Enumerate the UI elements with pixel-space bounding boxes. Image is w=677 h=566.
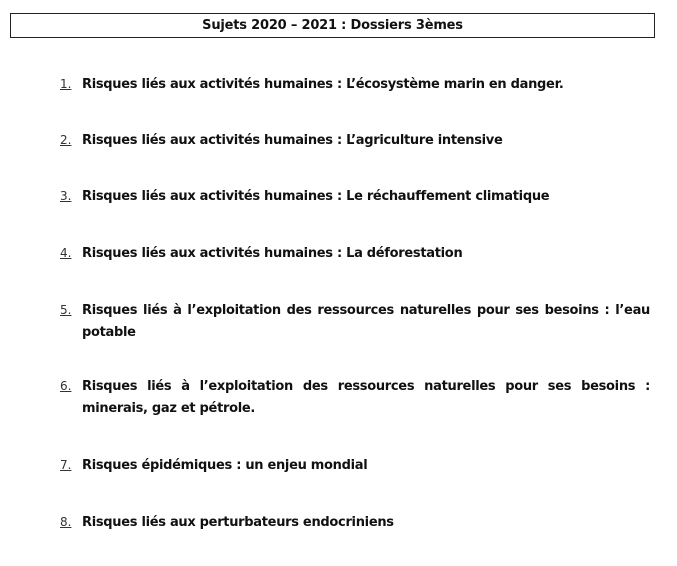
list-item — [60, 186, 650, 208]
list-item-text: Risques liés aux perturbateurs endocriniens — [82, 515, 394, 530]
document-title: Sujets 2020 – 2021 : Dossiers 3èmes — [202, 18, 463, 33]
list-item-text: Risques liés à l’exploitation des ressources naturelles pour ses besoins : minerais, gaz et pétrole. — [82, 379, 650, 416]
list-item — [60, 130, 650, 152]
list-item-text: Risques liés aux activités humaines : La déforestation — [82, 246, 463, 261]
list-item-number: 7. — [60, 458, 72, 472]
list-item-number: 6. — [60, 379, 72, 393]
list-item — [60, 455, 650, 477]
list-item-number: 8. — [60, 515, 72, 529]
list-item-text: Risques épidémiques : un enjeu mondial — [82, 458, 368, 473]
list-item — [60, 74, 650, 96]
list-item — [60, 243, 650, 265]
list-item-number: 1. — [60, 77, 72, 91]
list-item-text: Risques liés aux activités humaines : L’agriculture intensive — [82, 133, 503, 148]
list-item — [60, 512, 650, 534]
list-item-text: Risques liés aux activités humaines : L’écosystème marin en danger. — [82, 77, 564, 92]
list-item-number: 3. — [60, 189, 72, 203]
list-item-number: 2. — [60, 133, 72, 147]
list-item — [60, 376, 650, 420]
list-item-number: 5. — [60, 303, 72, 317]
list-item — [60, 300, 650, 344]
list-item-text: Risques liés aux activités humaines : Le réchauffement climatique — [82, 189, 550, 204]
list-item-number: 4. — [60, 246, 72, 260]
list-item-text: Risques liés à l’exploitation des ressources naturelles pour ses besoins : l’eau potable — [82, 303, 650, 340]
